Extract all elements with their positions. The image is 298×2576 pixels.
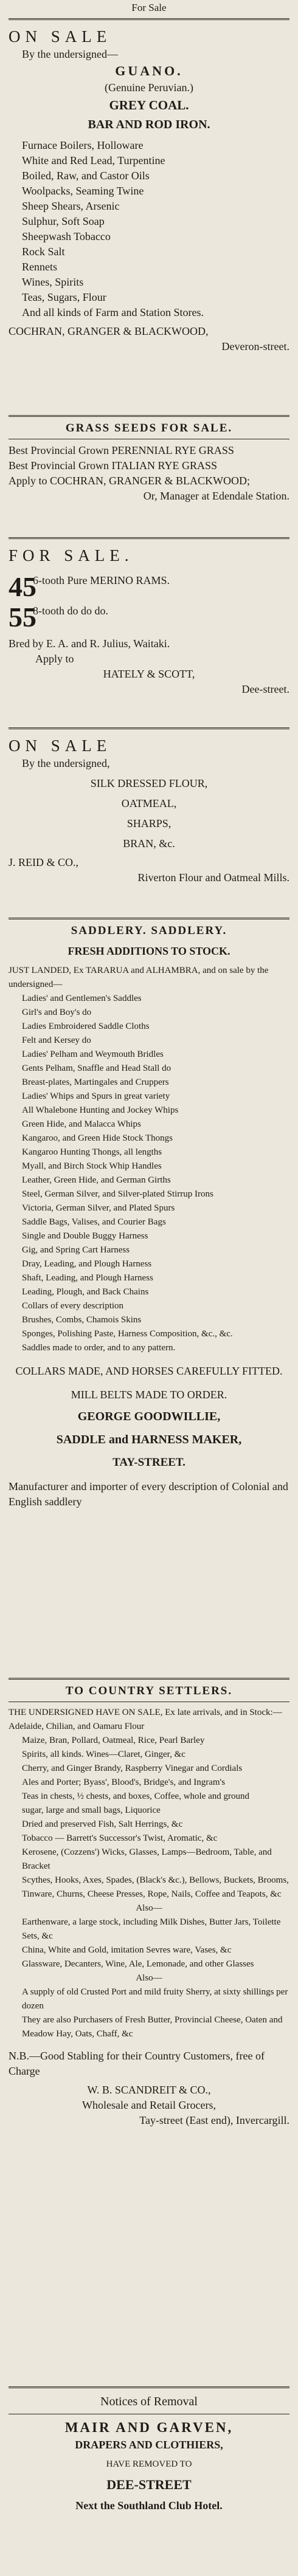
list-item: Leather, Green Hide, and German Girths [22,1175,171,1185]
ram-count: 55 [9,602,36,633]
list-item: Cherry, and Ginger Brandy, Raspberry Vinegar and Cordials [22,1764,243,1773]
street: Deveron-street. [221,340,289,352]
list-item: Saddle Bags, Valises, and Courier Bags [22,1217,166,1227]
belts-line: MILL BELTS MADE TO ORDER. [71,1389,227,1401]
advert-saddlery [9,919,289,1678]
list-item: Leading, Plough, and Back Chains [22,1287,149,1297]
firm-name: W. B. SCANDREIT & CO., [87,2084,211,2096]
nb-line: N.B.—Good Stabling for their Country Customers, free of Charge [9,2050,265,2077]
list-item: China, White and Gold, imitation Sevres ware, Vases, &c [22,1945,232,1955]
by-line: By the undersigned, [22,757,110,769]
ram-row [9,603,289,631]
list-item: Breast-plates, Martingales and Cruppers [22,1077,169,1087]
stock-item: White and Red Lead, Turpentine [22,154,165,167]
ram-desc: 8-tooth do do do. [33,605,108,617]
advert-title: ON SALE [9,737,112,755]
advert-reid-flour [9,729,289,918]
list-item: Gig, and Spring Cart Harness [22,1245,130,1255]
list-item: Glassware, Decanters, Wine, Ale, Lemonade, and other Glasses [22,1959,254,1969]
list-item: All Whalebone Hunting and Jockey Whips [22,1105,179,1115]
list-item: Saddles made to order, and to any pattern. [22,1343,176,1353]
list-item: Also— [136,1973,162,1983]
stock-item: Rennets [22,261,57,273]
list-item: Brushes, Combs, Chamois Skins [22,1315,142,1325]
ram-count: 45 [9,571,36,602]
list-item: Girl's and Boy's do [22,1008,92,1017]
list-item: Dray, Leading, and Plough Harness [22,1259,152,1269]
saddlery-list [9,964,289,1355]
firm-name: HATELY & SCOTT, [103,668,195,680]
list-item: Maize, Bran, Pollard, Oatmeal, Rice, Pearl Barley [22,1736,205,1745]
guano-subtitle: (Genuine Peruvian.) [105,81,193,94]
stock-item: And all kinds of Farm and Station Stores. [22,306,204,318]
list-item: A supply of old Crusted Port and mild fruity Sherry, at sixty shillings per dozen [22,1987,288,2011]
firm-name: MAIR AND GARVEN, [64,2420,234,2435]
trade: DRAPERS AND CLOTHIERS, [75,2439,223,2451]
list-item: Victoria, German Silver, and Plated Spurs [22,1203,175,1213]
list-item: Ladies' Pelham and Weymouth Bridles [22,1049,164,1059]
stock-item: Rock Salt [22,246,65,258]
product: OATMEAL, [121,797,177,809]
list-item: Collars of every description [22,1301,124,1311]
maker-street: TAY-STREET. [113,1456,185,1469]
list-item: Ladies Embroidered Saddle Cloths [22,1022,150,1031]
list-item: They are also Purchasers of Fresh Butter, Provincial Cheese, Oaten and Meadow Hay, Oats, Chaff, &c [22,2015,283,2039]
list-item: Felt and Kersey do [22,1036,91,1045]
iron-heading: BAR AND ROD IRON. [88,118,210,131]
product: SILK DRESSED FLOUR, [90,777,208,789]
advert-title: ON SALE [9,27,112,46]
apply-line: Apply to COCHRAN, GRANGER & BLACKWOOD; [9,475,251,487]
street: Dee-street. [241,683,289,695]
list-item: Tobacco — Barrett's Successor's Twist, Aromatic, &c [22,1833,218,1843]
stock-item: Sheepwash Tobacco [22,230,111,242]
guano-heading: GUANO. [115,63,183,78]
product: BRAN, &c. [123,837,175,850]
ram-desc: 6-tooth Pure MERINO RAMS. [33,574,170,586]
list-item: Steel, German Silver, and Silver-plated Stirrup Irons [22,1189,213,1199]
advert-title: FOR SALE. [9,546,134,565]
advert-title: SADDLERY. SADDLERY. [71,924,227,937]
seed-line: Best Provincial Grown PERENNIAL RYE GRASS [9,444,234,456]
coal-heading: GREY COAL. [109,98,189,112]
advert-merino-rams [9,539,289,727]
list-item: Also— [136,1903,162,1913]
firm-name: J. REID & CO., [9,856,79,868]
list-item: Shaft, Leading, and Plough Harness [22,1273,153,1283]
list-item: THE UNDERSIGNED HAVE ON SALE, Ex late arrivals, and in Stock:— Adelaide, Chilian, and Oamaru Flour [9,1708,282,1731]
list-item: Gents Pelham, Snaffle and Head Stall do [22,1063,172,1073]
advert-subtitle: FRESH ADDITIONS TO STOCK. [68,945,230,957]
stock-item: Teas, Sugars, Flour [22,291,106,303]
advert-title: GRASS SEEDS FOR SALE. [65,422,233,434]
product: SHARPS, [126,817,172,829]
alt-contact: Or, Manager at Edendale Station. [143,490,289,502]
firm-name: COCHRAN, GRANGER & BLACKWOOD, [9,325,209,337]
list-item: Single and Double Buggy Harness [22,1231,148,1241]
advert-removal [9,2388,289,2575]
street: DEE-STREET [106,2477,192,2492]
list-item: Green Hide, and Malacca Whips [22,1119,141,1129]
stock-item: Sheep Shears, Arsenic [22,200,120,212]
list-item: Ladies' and Gentlemen's Saddles [22,994,142,1003]
wholesale-line: Wholesale and Retail Grocers, [82,2099,216,2111]
stock-list [9,138,289,320]
list-item: Myall, and Birch Stock Whip Handles [22,1161,162,1171]
next-line: Next the Southland Club Hotel. [75,2499,223,2512]
mills: Riverton Flour and Oatmeal Mills. [137,871,289,884]
list-item: Kangaroo Hunting Thongs, all lengths [22,1147,162,1157]
maker-trade: SADDLE and HARNESS MAKER, [56,1433,242,1446]
list-item: Scythes, Hooks, Axes, Spades, (Black's &c.), Bellows, Buckets, Brooms, Tinware, Churns, Cheese Presses, Rope, Nails, Coffee and Teapots, &c [22,1875,289,1899]
ram-row [9,573,289,601]
list-item: Ales and Porter; Byass', Blood's, Bridge's, and Ingram's [22,1777,226,1787]
removed-line: HAVE REMOVED TO [106,2459,192,2469]
section-header: For Sale [131,2,167,13]
stock-item: Furnace Boilers, Holloware [22,139,144,151]
stock-item: Sulphur, Soft Soap [22,215,105,227]
maker-name: GEORGE GOODWILLIE, [77,1410,221,1423]
list-item: Teas in chests, ½ chests, and boxes, Coffee, whole and ground [22,1791,250,1801]
maker-footnote: Manufacturer and importer of every description of Colonial and English saddlery [9,1480,288,1508]
by-line: By the undersigned— [22,48,118,60]
list-item: Dried and preserved Fish, Salt Herrings, &c [22,1819,183,1829]
bred-line: Bred by E. A. and R. Julius, Waitaki. [9,637,170,650]
list-item: Earthenware, a large stock, including Milk Dishes, Butter Jars, Toilette Sets, &c [22,1917,281,1941]
list-item: Sponges, Polishing Paste, Harness Composition, &c., &c. [22,1329,233,1339]
stock-item: Wines, Spirits [22,276,84,288]
stock-item: Woolpacks, Seaming Twine [22,185,144,197]
street: Tay-street (East end), Invercargill. [139,2114,289,2126]
advert-grass-seeds [9,417,289,537]
seed-line: Best Provincial Grown ITALIAN RYE GRASS [9,459,218,472]
list-item: JUST LANDED, Ex TARARUA and ALHAMBRA, and on sale by the undersigned— [9,966,269,989]
advert-title: TO COUNTRY SETTLERS. [65,1685,233,1697]
apply-line: Apply to [35,653,74,665]
advert-country-settlers [9,1680,289,2386]
stock-item: Boiled, Raw, and Castor Oils [22,170,150,182]
list-item: sugar, large and small bags, Liquorice [22,1805,161,1815]
list-item: Kerosene, (Cozzens') Wicks, Glasses, Lamps—Bedroom, Table, and Bracket [22,1847,272,1871]
list-item: Ladies' Whips and Spurs in great variety [22,1091,170,1101]
list-item: Kangaroo, and Green Hide Stock Thongs [22,1133,173,1143]
list-item: Spirits, all kinds. Wines—Claret, Ginger, &c [22,1750,185,1759]
collars-line: COLLARS MADE, AND HORSES CAREFULLY FITTED. [15,1365,283,1377]
settlers-list [9,1706,289,2041]
advert-title: Notices of Removal [100,2395,198,2408]
advert-cochran-granger [9,20,289,415]
